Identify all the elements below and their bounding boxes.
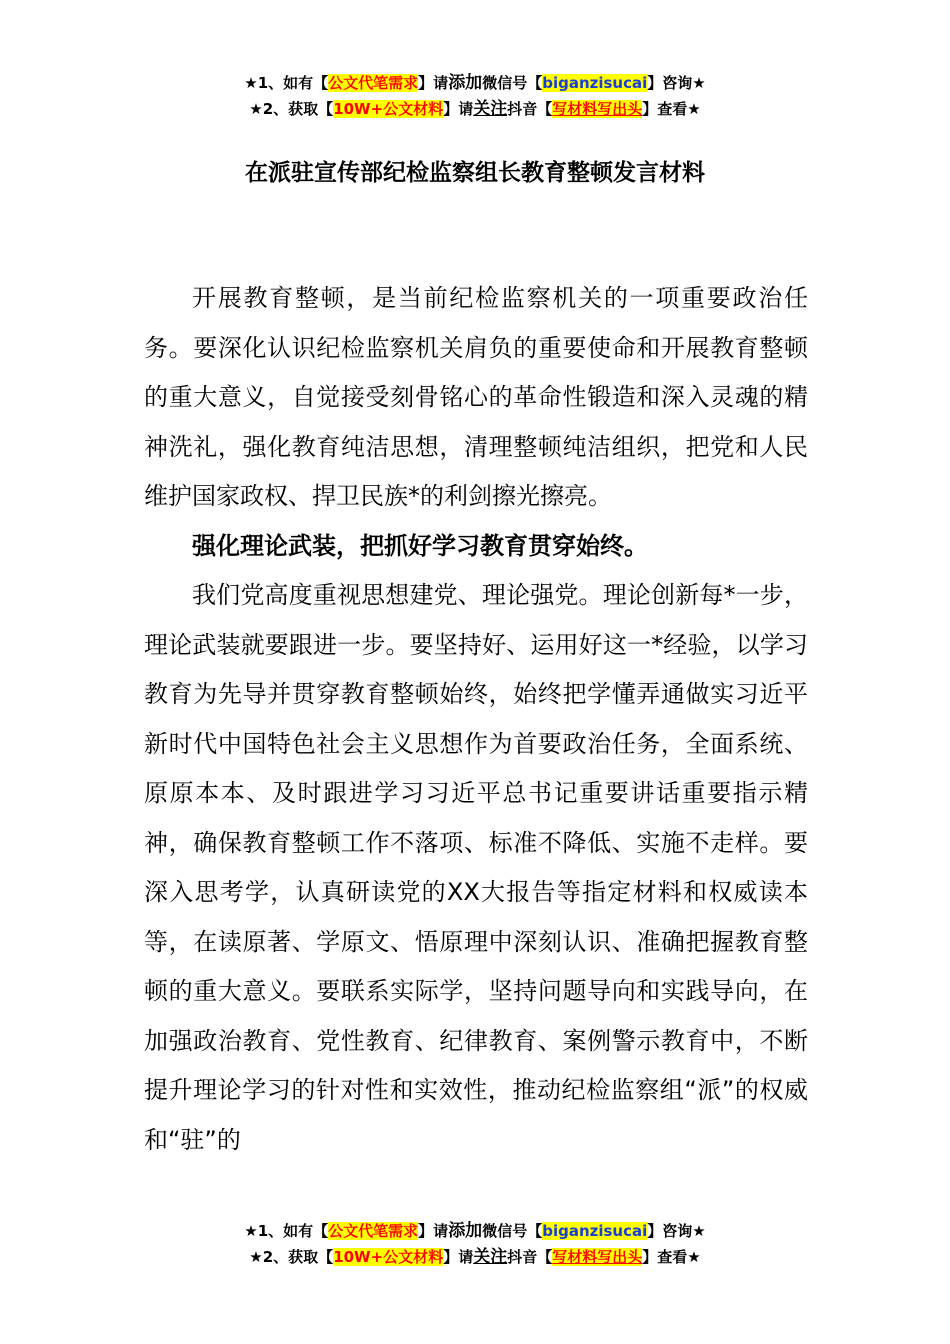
promo-text: 微信号【 <box>482 74 543 92</box>
promo-highlight: 公文代笔需求 <box>328 1222 419 1240</box>
document-body <box>144 274 808 1165</box>
promo-emphasis: 关注 <box>473 1247 508 1267</box>
promo-wechat-id: biganzisucai <box>542 74 648 92</box>
promo-text: 】请 <box>443 1248 474 1266</box>
promo-text: ★2、获取【 <box>249 100 334 118</box>
promo-text: 】请 <box>418 1222 449 1240</box>
promo-text: 】请 <box>418 74 449 92</box>
document-title: 在派驻宣传部纪检监察组长教育整顿发言材料 <box>245 160 705 186</box>
promo-text: 】咨询★ <box>647 1222 706 1240</box>
promo-text: ★2、获取【 <box>249 1248 334 1266</box>
promo-text: ★1、如有【 <box>244 1222 329 1240</box>
body-paragraph: 我们党高度重视思想建党、理论强党。理论创新每*一步，理论武装就要跟进一步。要坚持好、运用好这一*经验，以学习教育为先导并贯穿教育整顿始终，始终把学懂弄通做实习近平新时代中国特色社会主义思想作为首要政治任务，全面系统、原原本本、及时跟进学习习近平总书记重要讲话重要指示精神，确保教育整顿工作不落项、标准不降低、实施不走样。要深入思考学，认真研读党的XX大报告等指定材料和权威读本等，在读原著、学原文、悟原理中深刻认识、准确把握教育整顿的重大意义。要联系实际学，坚持问题导向和实践导向，在加强政治教育、党性教育、纪律教育、案例警示教育中，不断提升理论学习的针对性和实效性，推动纪检监察组“派”的权威和“驻”的 <box>144 581 808 1154</box>
promo-text: 】咨询★ <box>647 74 706 92</box>
promo-text: 】查看★ <box>642 1248 701 1266</box>
promo-douyin-id: 写材料写出头 <box>552 100 643 118</box>
promo-line-1 <box>0 1218 950 1244</box>
promo-text: ★1、如有【 <box>244 74 329 92</box>
promo-emphasis: 添加 <box>448 73 483 93</box>
promo-emphasis: 添加 <box>448 1221 483 1241</box>
promo-line-1 <box>0 70 950 96</box>
promo-emphasis: 关注 <box>473 99 508 119</box>
promo-text: 】查看★ <box>642 100 701 118</box>
bottom-promo-banner <box>0 1218 950 1270</box>
promo-wechat-id: biganzisucai <box>542 1222 648 1240</box>
promo-line-2 <box>0 1244 950 1270</box>
promo-text: 抖音【 <box>507 1248 553 1266</box>
promo-highlight: 公文代笔需求 <box>328 74 419 92</box>
promo-line-2 <box>0 96 950 122</box>
top-promo-banner <box>0 70 950 122</box>
promo-text: 】请 <box>443 100 474 118</box>
body-paragraph: 开展教育整顿，是当前纪检监察机关的一项重要政治任务。要深化认识纪检监察机关肩负的重要使命和开展教育整顿的重大意义，自觉接受刻骨铭心的革命性锻造和深入灵魂的精神洗礼，强化教育纯洁思想，清理整顿纯洁组织，把党和人民维护国家政权、捍卫民族*的利剑擦光擦亮。 <box>144 284 808 510</box>
promo-text: 微信号【 <box>482 1222 543 1240</box>
promo-highlight: 10W+公文材料 <box>333 100 444 118</box>
section-heading: 强化理论武装，把抓好学习教育贯穿始终。 <box>192 531 648 560</box>
promo-text: 抖音【 <box>507 100 553 118</box>
promo-highlight: 10W+公文材料 <box>333 1248 444 1266</box>
promo-douyin-id: 写材料写出头 <box>552 1248 643 1266</box>
